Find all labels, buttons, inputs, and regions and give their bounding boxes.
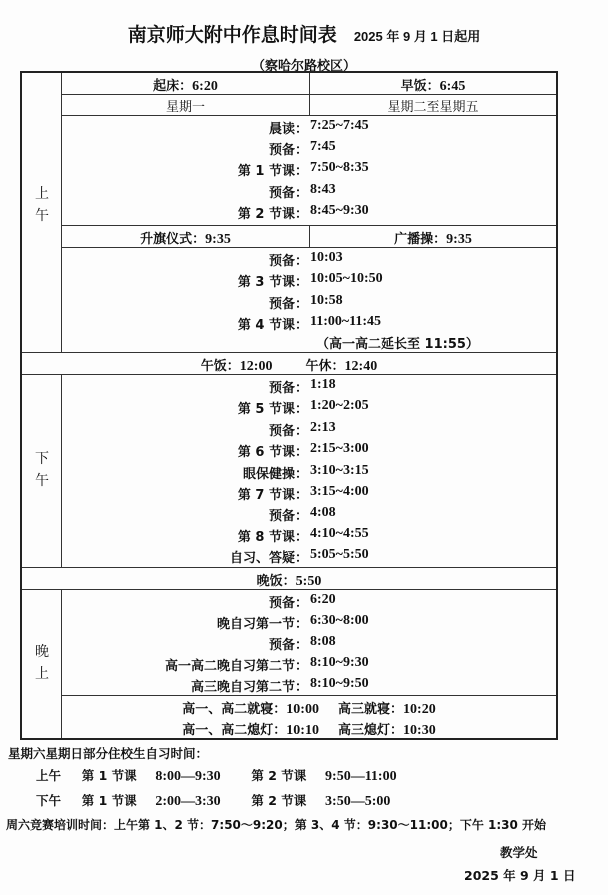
row-label: 第 4 节课： xyxy=(237,318,308,333)
schedule-row xyxy=(62,203,556,224)
row-label: 高一高二晚自习第二节： xyxy=(164,659,308,674)
schedule-row xyxy=(62,293,556,314)
lights-g3-label: 高三熄灯： xyxy=(338,723,404,738)
schedule-row xyxy=(62,676,556,697)
row-time: 10:58 xyxy=(310,293,343,308)
schedule-row xyxy=(62,526,556,547)
schedule-row xyxy=(62,118,556,139)
period-char: 晚 xyxy=(35,644,49,660)
period-char: 上 xyxy=(35,186,49,202)
document-title xyxy=(0,20,608,47)
schedule-row xyxy=(62,160,556,181)
row-label: 预备： xyxy=(268,186,308,201)
row-label: 第 5 节课： xyxy=(237,402,308,417)
sleep-g12-time: 10:00 xyxy=(286,702,319,717)
row-time: 1:20~2:05 xyxy=(310,398,369,413)
schedule-row xyxy=(62,547,556,568)
schedule-row xyxy=(62,377,556,398)
weekend-am-label: 上午 xyxy=(36,768,62,783)
row-label: 第 8 节课： xyxy=(237,530,308,545)
row-time: 8:43 xyxy=(310,182,336,197)
row-time: 3:15~4:00 xyxy=(310,484,369,499)
flag-ceremony xyxy=(62,228,309,248)
lights-g12-label: 高一、高二熄灯： xyxy=(182,723,287,738)
row-time: 7:45 xyxy=(310,139,336,154)
row-time: 6:20 xyxy=(310,592,336,607)
dinner-time: 5:50 xyxy=(295,574,322,589)
row-time: 2:15~3:00 xyxy=(310,441,369,456)
flag-ceremony-label: 升旗仪式： xyxy=(140,232,206,247)
sleep-g3-label: 高三就寝： xyxy=(338,702,404,717)
row-label: 预备： xyxy=(268,596,308,611)
weekend-pm-label: 下午 xyxy=(36,793,62,808)
row-divider xyxy=(22,567,556,568)
issue-date: 2025 年 9 月 1 日 xyxy=(464,868,576,883)
weekend-am-p2-label: 第 2 节课 xyxy=(251,768,307,783)
row-label: 第 1 节课： xyxy=(237,164,308,179)
schedule-row xyxy=(62,463,556,484)
broadcast-exercise-label: 广播操： xyxy=(394,232,447,247)
effective-date: 2025 年 9 月 1 日起用 xyxy=(353,29,481,44)
weekend-am-p1-label: 第 1 节课 xyxy=(81,768,137,783)
schedule-row xyxy=(62,441,556,462)
period-char: 下 xyxy=(35,451,49,467)
schedule-title: 南京师大附中作息时间表 xyxy=(127,24,337,46)
row-time: 6:30~8:00 xyxy=(310,613,369,628)
issuer: 教学处 xyxy=(500,845,538,860)
row-label: 预备： xyxy=(268,143,308,158)
weekend-morning-row xyxy=(36,766,397,785)
row-time: 7:25~7:45 xyxy=(310,118,369,133)
row-time: 1:18 xyxy=(310,377,336,392)
row-time: 10:05~10:50 xyxy=(310,271,383,286)
flag-ceremony-time: 9:35 xyxy=(205,232,231,247)
broadcast-exercise-time: 9:35 xyxy=(446,232,472,247)
period-char: 上 xyxy=(35,666,49,682)
dinner-label: 晚饭： xyxy=(256,574,296,589)
weekend-afternoon-row xyxy=(36,791,390,810)
schedule-row xyxy=(62,250,556,271)
header-tuesday-to-friday: 星期二至星期五 xyxy=(387,100,479,115)
weekend-am-p2-time: 9:50—11:00 xyxy=(325,769,397,784)
row-time: 8:08 xyxy=(310,634,336,649)
row-label: 第 6 节课： xyxy=(237,445,308,460)
row-time: 4:08 xyxy=(310,505,336,520)
schedule-row xyxy=(62,420,556,441)
nap-time: 12:40 xyxy=(344,359,378,374)
row-label: 第 2 节课： xyxy=(237,207,308,222)
row-divider xyxy=(62,115,556,116)
lights-g12-time: 10:10 xyxy=(286,723,319,738)
wake-label: 起床： xyxy=(153,79,193,94)
row-label: 晚自习第一节： xyxy=(216,617,308,632)
period-label-morning xyxy=(22,183,62,227)
lights-g3-time: 10:30 xyxy=(403,723,436,738)
row-time: 3:10~3:15 xyxy=(310,463,369,478)
schedule-row xyxy=(62,398,556,419)
period-label-evening xyxy=(22,641,62,685)
row-time: 8:10~9:30 xyxy=(310,655,369,670)
row-divider xyxy=(22,589,556,590)
schedule-row xyxy=(62,484,556,505)
sleep-g3-time: 10:20 xyxy=(403,702,436,717)
extension-note: （高一高二延长至 11:55） xyxy=(316,337,479,352)
row-time: 10:03 xyxy=(310,250,343,265)
nap-label: 午休： xyxy=(305,359,345,374)
weekend-am-p1-time: 8:00—9:30 xyxy=(155,769,221,784)
lunch-time: 12:00 xyxy=(239,359,273,374)
row-divider xyxy=(62,247,556,248)
breakfast-time xyxy=(310,75,556,95)
schedule-table xyxy=(20,71,558,740)
row-divider xyxy=(22,352,556,353)
row-label: 自习、答疑： xyxy=(229,551,308,566)
row-label: 预备： xyxy=(268,254,308,269)
weekend-pm-p2-time: 3:50—5:00 xyxy=(325,794,391,809)
breakfast-label: 早饭： xyxy=(400,79,440,94)
weekend-pm-p1-time: 2:00—3:30 xyxy=(155,794,221,809)
period-char: 午 xyxy=(35,473,49,489)
row-time: 11:00~11:45 xyxy=(310,314,382,329)
wake-value: 6:20 xyxy=(192,79,218,94)
row-label: 预备： xyxy=(268,509,308,524)
period-char: 午 xyxy=(35,208,49,224)
schedule-row xyxy=(62,505,556,526)
row-label: 预备： xyxy=(268,638,308,653)
row-label: 预备： xyxy=(268,297,308,312)
schedule-row xyxy=(62,182,556,203)
schedule-row xyxy=(62,314,556,335)
lunch-label: 午饭： xyxy=(200,359,240,374)
schedule-row xyxy=(62,271,556,292)
competition-training-note: 周六竞赛培训时间：上午第 1、2 节：7:50～9:20；第 3、4 节：9:30～11:00；下午 1:30 开始 xyxy=(6,818,547,832)
header-monday: 星期一 xyxy=(165,100,205,115)
row-label: 预备： xyxy=(268,424,308,439)
schedule-row xyxy=(62,592,556,613)
row-time: 5:05~5:50 xyxy=(310,547,369,562)
broadcast-exercise xyxy=(310,228,556,248)
breakfast-value: 6:45 xyxy=(439,79,466,94)
weekend-pm-p2-label: 第 2 节课 xyxy=(251,793,307,808)
row-divider xyxy=(62,695,556,696)
row-label: 第 3 节课： xyxy=(237,275,308,290)
lunch-row xyxy=(22,355,556,375)
period-label-afternoon xyxy=(22,448,62,492)
row-divider xyxy=(22,374,556,375)
schedule-row xyxy=(62,655,556,676)
schedule-row xyxy=(62,634,556,655)
schedule-row xyxy=(62,613,556,634)
row-time: 8:45~9:30 xyxy=(310,203,369,218)
dinner-row xyxy=(22,570,556,590)
row-label: 第 7 节课： xyxy=(237,488,308,503)
campus-name: （察哈尔路校区） xyxy=(251,59,356,74)
row-time: 8:10~9:50 xyxy=(310,676,369,691)
row-time: 2:13 xyxy=(310,420,336,435)
row-label: 晨读： xyxy=(268,122,308,137)
lights-out-row xyxy=(62,719,556,739)
row-label: 眼保健操： xyxy=(242,467,308,482)
bedtime-row xyxy=(62,698,556,718)
row-label: 高三晚自习第二节： xyxy=(190,680,308,695)
weekend-heading: 星期六星期日部分住校生自习时间： xyxy=(8,746,209,761)
row-time: 4:10~4:55 xyxy=(310,526,369,541)
row-label: 预备： xyxy=(268,381,308,396)
wake-time xyxy=(62,75,309,95)
schedule-row xyxy=(62,139,556,160)
weekend-pm-p1-label: 第 1 节课 xyxy=(81,793,137,808)
sleep-g12-label: 高一、高二就寝： xyxy=(182,702,287,717)
row-time: 7:50~8:35 xyxy=(310,160,369,175)
